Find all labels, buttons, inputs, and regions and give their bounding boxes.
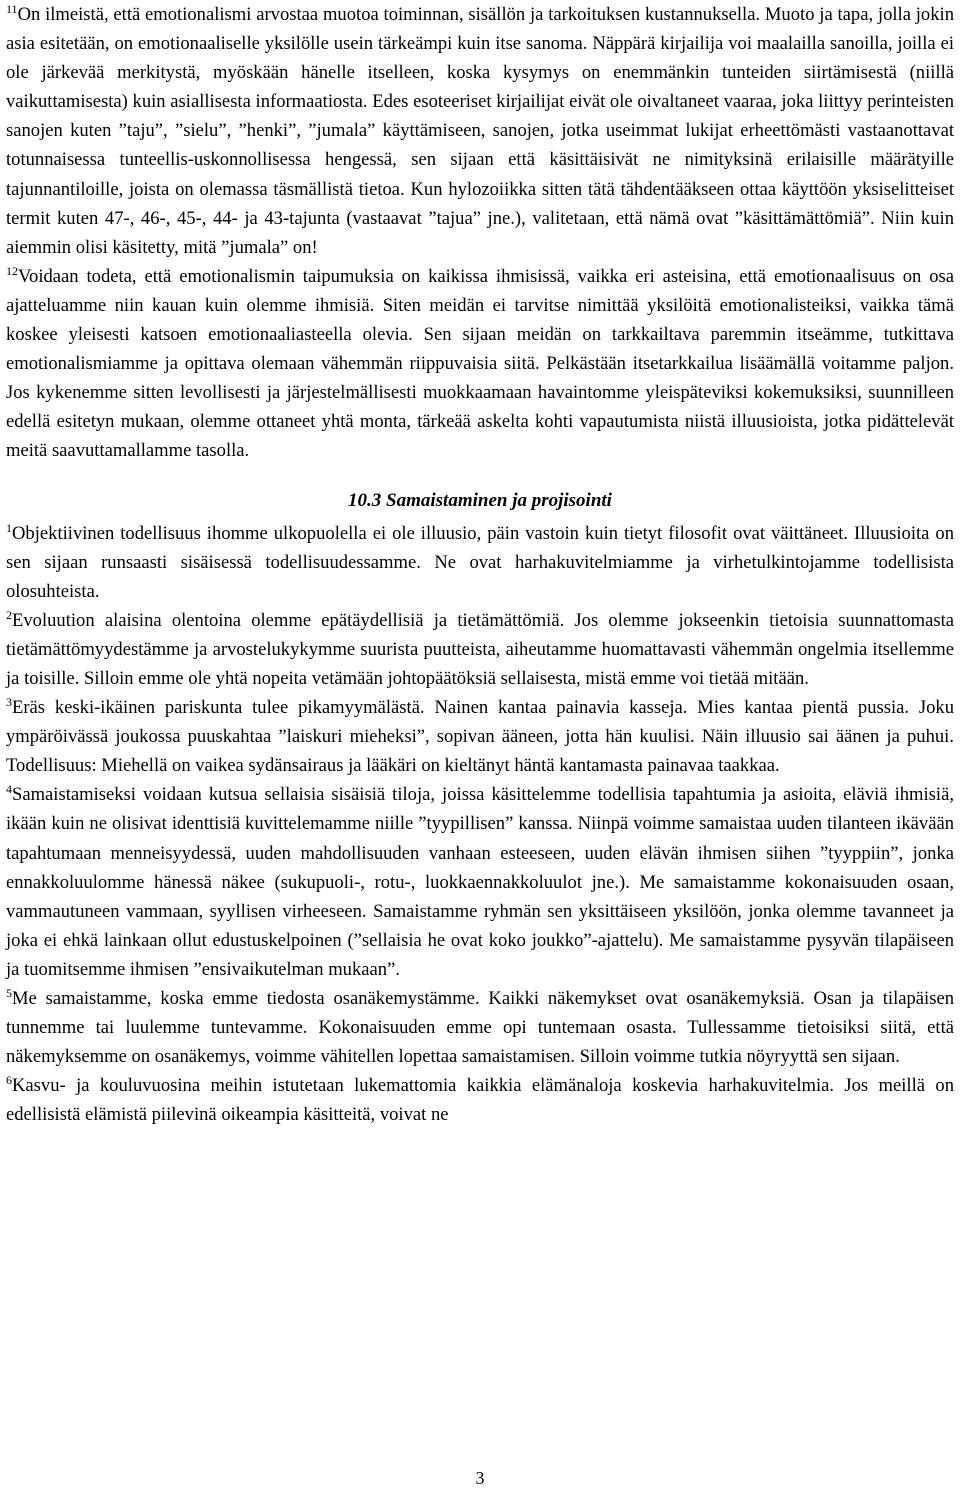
section-heading: 10.3 Samaistaminen ja projisointi [348,489,612,511]
paragraph-number: 6 [6,1073,12,1088]
paragraph-number: 5 [6,985,12,1000]
paragraph-5 [6,984,954,1071]
paragraph-text: On ilmeistä, että emotionalismi arvostaa muotoa toiminnan, sisällön ja tarkoituksen kustannuksella. Muoto ja tapa, jolla jokin asia esitetään, on emotionaaliselle yksilölle usein tärkeämpi kuin itse sanoma. Näppärä kirjailija voi maalailla sanoilla, joilla ei ole järkevää merkitystä, myöskään hänelle itselleen, koska kysymys on enemmänkin tunteiden siirtämisestä (niillä vaikuttamisesta) kuin asiallisesta informaatiosta. Edes esoteeriset kirjailijat eivät ole oivaltaneet vaaraa, joka liittyy perinteisten sanojen kuten ”taju”, ”sielu”, ”henki”, ”jumala” käyttämiseen, sanojen, jotka useimmat lukijat erheettömästi vastaanottavat totunnaisessa tunteellis-uskonnollisessa hengessä, sen sijaan että käsittäisivät ne nimityksinä erilaisille määrätyille tajunnantiloille, joista on olemassa täsmällistä tietoa. Kun hylozoiikka sitten tätä tähdentääkseen ottaa käyttöön yksiselitteiset termit kuten 47-, 46-, 45-, 44- ja 43-tajunta (vastaavat ”tajua” jne.), valitetaan, että nämä ovat ”käsittämättömiä”. Niin kuin aiemmin olisi käsitetty, mitä ”jumala” on! [6,4,954,258]
page-number: 3 [475,1468,485,1488]
paragraph-number: 2 [6,607,12,622]
paragraph-number: 3 [6,694,12,709]
paragraph-number: 4 [6,782,12,797]
paragraph-text: Kasvu- ja kouluvuosina meihin istutetaan lukemattomia kaikkia elämänaloja koskevia harhakuvitelmia. Jos meillä on edellisistä elämistä piilevinä oikeampia käsitteitä, voivat ne [6,1075,954,1126]
paragraph-1 [6,519,954,606]
paragraph-6 [6,1071,954,1129]
paragraph-4 [6,780,954,984]
paragraph-number: 1 [6,520,12,535]
paragraph-3 [6,693,954,780]
paragraph-number: 11 [6,1,18,16]
paragraph-2 [6,606,954,693]
paragraph-text: Samaistamiseksi voidaan kutsua sellaisia sisäisiä tiloja, joissa käsittelemme todellisia tapahtumia ja asioita, eläviä ihmisiä, ikään kuin ne olisivat identtisiä kuvittelemamme niille ”tyypillisen” kanssa. Niinpä voimme samaistaa uuden tilanteen ikävään tapahtumaan menneisyydessä, uuden mahdollisuuden vanhaan esteeseen, uuden elävän ihmisen siihen ”tyyppiin”, jonka ennakkoluulomme hänessä näkee (sukupuoli-, rotu-, luokkaennakkoluulot jne.). Me samaistamme kokonaisuuden osaan, vammautuneen vammaan, syyllisen virheeseen. Samaistamme ryhmän sen yksittäiseen yksilöön, jonka olemme tavanneet ja joka ei ehkä lainkaan ollut edustuskelpoinen (”sellaisia he ovat koko joukko”-ajattelu). Me samaistamme pysyvän tilapäiseen ja tuomitsemme ihmisen ”ensivaikutelman mukaan”. [6,784,954,980]
paragraph-text: Voidaan todeta, että emotionalismin taipumuksia on kaikissa ihmisissä, vaikka eri asteisina, että emotionaalisuus on osa ajatteluamme niin kauan kuin olemme ihmisiä. Siten meidän ei tarvitse nimittää yksilöitä emotionalisteiksi, vaikka tämä koskee yleisesti katsoen emotionaaliasteella olevia. Sen sijaan meidän on tarkkailtava paremmin itseämme, tutkittava emotionalismiamme ja opittava olemaan vähemmän riippuvaisia siitä. Pelkästään itsetarkkailua lisäämällä voitamme paljon. Jos kykenemme sitten levollisesti ja järjestelmällisesti muokkaamaan havaintomme yleispäteviksi kokemuksiksi, suunnilleen edellä esitetyn mukaan, olemme ottaneet yhtä monta, tärkeää askelta kohti vapautumista niistä illuusioista, jotka pidättelevät meitä saavuttamallamme tasolla. [6,265,954,462]
paragraph-text: Eräs keski-ikäinen pariskunta tulee pikamyymälästä. Nainen kantaa painavia kasseja. Mies kantaa pientä pussia. Joku ympäröivässä joukossa puuskahtaa ”laiskuri mieheksi”, sopivan ääneen, jotta hän kuulisi. Näin illuusio sai äänen ja puhui. Todellisuus: Miehellä on vaikea sydänsairaus ja lääkäri on kieltänyt häntä kantamasta painavaa taakkaa. [6,697,954,777]
paragraph-text: Objektiivinen todellisuus ihomme ulkopuolella ei ole illuusio, päin vastoin kuin tietyt filosofit ovat väittäneet. Illuusioita on sen sijaan runsaasti sisäisessä todellisuudessamme. Ne ovat harhakuvitelmiamme ja virhetulkintojamme todellisista olosuhteista. [6,522,954,602]
paragraph-11 [6,0,954,262]
paragraph-number: 12 [6,263,18,278]
paragraph-12 [6,262,954,466]
paragraph-text: Evoluution alaisina olentoina olemme epätäydellisiä ja tietämättömiä. Jos olemme jokseenkin tietoisia suunnattomasta tietämättömyydestämme ja arvostelukykymme suurista puutteista, aiheutamme huomattavasti vähemmän ongelmia itsellemme ja toisille. Silloin emme ole yhtä nopeita vetämään johtopäätöksiä sellaisesta, mistä emme voi tietää mitään. [6,609,954,689]
paragraph-text: Me samaistamme, koska emme tiedosta osanäkemystämme. Kaikki näkemykset ovat osanäkemyksiä. Osan ja tilapäisen tunnemme tai luulemme tuntevamme. Kokonaisuuden emme opi tuntemaan osasta. Tullessamme tietoisiksi siitä, että näkemyksemme on osanäkemys, voimme vähitellen lopettaa samaistamisen. Silloin voimme tutkia nöyryyttä sen sijaan. [6,988,954,1068]
